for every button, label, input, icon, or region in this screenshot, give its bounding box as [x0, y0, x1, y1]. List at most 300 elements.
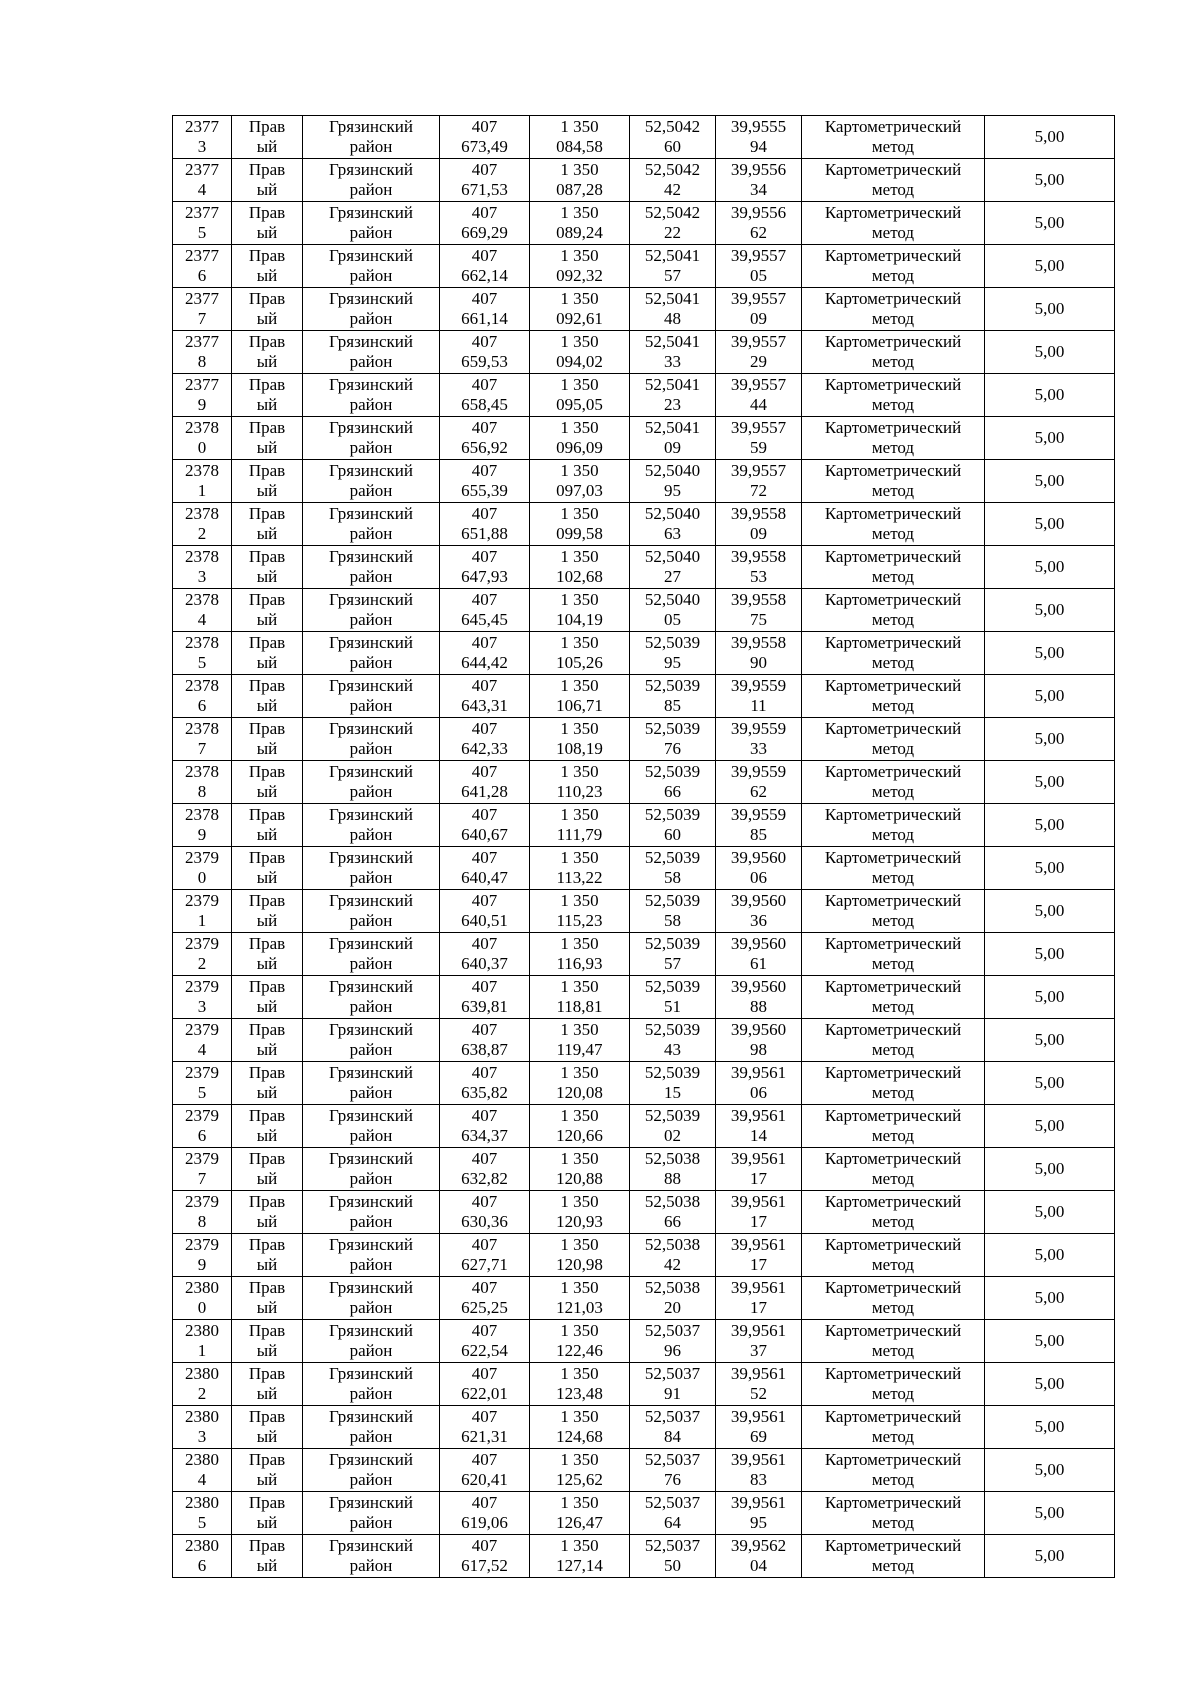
- cell-point-number: [173, 1277, 232, 1320]
- method-line-1: Картометрический: [824, 805, 962, 824]
- point-number-line-2: 7: [197, 739, 207, 758]
- cell-bank: [232, 331, 303, 374]
- cell-latitude: [630, 1535, 716, 1578]
- cell-bank: [232, 546, 303, 589]
- district-line-1: Грязинский: [329, 203, 413, 222]
- x-coord-line-2: 621,31: [461, 1427, 508, 1446]
- y-coord-line-1: 1 350: [560, 504, 599, 523]
- y-coord-line-1: 1 350: [560, 719, 599, 738]
- point-number-line-2: 7: [197, 1169, 207, 1188]
- cell-bank: [232, 1277, 303, 1320]
- point-number-line-1: 2377: [185, 117, 219, 136]
- table-row: [173, 1449, 1115, 1492]
- x-coord-line-2: 640,37: [461, 954, 508, 973]
- bank-line-1: Прав: [248, 805, 286, 824]
- cell-method: [802, 1535, 985, 1578]
- method-line-1: Картометрический: [824, 418, 962, 437]
- bank-line-1: Прав: [248, 762, 286, 781]
- x-coord-line-1: 407: [471, 117, 498, 136]
- point-number-line-1: 2378: [185, 805, 219, 824]
- cell-method: [802, 1191, 985, 1234]
- y-coord-line-2: 092,61: [556, 309, 603, 328]
- cell-method: [802, 1019, 985, 1062]
- cell-method: [802, 890, 985, 933]
- bank-line-1: Прав: [248, 1063, 286, 1082]
- cell-bank: [232, 1234, 303, 1277]
- cell-point-number: [173, 374, 232, 417]
- cell-y-coord: [530, 976, 630, 1019]
- district-line-2: район: [349, 954, 393, 973]
- cell-y-coord: [530, 632, 630, 675]
- cell-district: [303, 288, 440, 331]
- table-row: [173, 1363, 1115, 1406]
- longitude-line-2: 83: [750, 1470, 767, 1489]
- method-line-2: метод: [871, 1470, 915, 1489]
- point-number-line-2: 5: [197, 653, 207, 672]
- point-number-line-2: 8: [197, 352, 207, 371]
- cell-point-number: [173, 202, 232, 245]
- cell-method: [802, 1105, 985, 1148]
- bank-line-1: Прав: [248, 1278, 286, 1297]
- cell-latitude: [630, 1277, 716, 1320]
- cell-accuracy: 5,00: [985, 1449, 1115, 1492]
- cell-x-coord: [440, 1492, 530, 1535]
- point-number-line-1: 2378: [185, 676, 219, 695]
- cell-point-number: [173, 1363, 232, 1406]
- latitude-line-2: 96: [664, 1341, 681, 1360]
- latitude-line-2: 02: [664, 1126, 681, 1145]
- latitude-line-2: 48: [664, 309, 681, 328]
- cell-x-coord: [440, 202, 530, 245]
- district-line-2: район: [349, 395, 393, 414]
- cell-point-number: [173, 159, 232, 202]
- district-line-2: район: [349, 309, 393, 328]
- latitude-line-2: 95: [664, 653, 681, 672]
- cell-method: [802, 632, 985, 675]
- cell-longitude: [716, 1191, 802, 1234]
- table-row: [173, 1019, 1115, 1062]
- x-coord-line-1: 407: [471, 246, 498, 265]
- longitude-line-1: 39,9560: [730, 848, 787, 867]
- y-coord-line-1: 1 350: [560, 1149, 599, 1168]
- method-line-1: Картометрический: [824, 1149, 962, 1168]
- x-coord-line-2: 617,52: [461, 1556, 508, 1575]
- district-line-2: район: [349, 911, 393, 930]
- table-row: [173, 202, 1115, 245]
- bank-line-1: Прав: [248, 504, 286, 523]
- cell-method: [802, 1406, 985, 1449]
- cell-y-coord: [530, 1105, 630, 1148]
- district-line-2: район: [349, 481, 393, 500]
- cell-method: [802, 503, 985, 546]
- cell-bank: [232, 718, 303, 761]
- cell-district: [303, 890, 440, 933]
- district-line-1: Грязинский: [329, 246, 413, 265]
- y-coord-line-1: 1 350: [560, 375, 599, 394]
- cell-x-coord: [440, 503, 530, 546]
- method-line-2: метод: [871, 696, 915, 715]
- table-row: [173, 1148, 1115, 1191]
- method-line-1: Картометрический: [824, 1235, 962, 1254]
- cell-bank: [232, 890, 303, 933]
- cell-longitude: [716, 1363, 802, 1406]
- latitude-line-2: 42: [664, 1255, 681, 1274]
- method-line-1: Картометрический: [824, 1493, 962, 1512]
- point-number-line-2: 9: [197, 1255, 207, 1274]
- table-row: [173, 460, 1115, 503]
- cell-y-coord: [530, 288, 630, 331]
- longitude-line-2: 61: [750, 954, 767, 973]
- method-line-2: метод: [871, 610, 915, 629]
- district-line-1: Грязинский: [329, 633, 413, 652]
- cell-accuracy: 5,00: [985, 718, 1115, 761]
- x-coord-line-2: 669,29: [461, 223, 508, 242]
- latitude-line-1: 52,5039: [644, 719, 701, 738]
- table-row: [173, 374, 1115, 417]
- table-row: [173, 1062, 1115, 1105]
- cell-longitude: [716, 374, 802, 417]
- bank-line-2: ый: [256, 1083, 278, 1102]
- method-line-2: метод: [871, 954, 915, 973]
- district-line-1: Грязинский: [329, 590, 413, 609]
- district-line-2: район: [349, 524, 393, 543]
- point-number-line-2: 1: [197, 1341, 207, 1360]
- district-line-1: Грязинский: [329, 1235, 413, 1254]
- longitude-line-1: 39,9556: [730, 203, 787, 222]
- x-coord-line-1: 407: [471, 719, 498, 738]
- method-line-2: метод: [871, 825, 915, 844]
- cell-longitude: [716, 116, 802, 159]
- cell-latitude: [630, 890, 716, 933]
- cell-latitude: [630, 1406, 716, 1449]
- longitude-line-1: 39,9557: [730, 418, 787, 437]
- bank-line-2: ый: [256, 395, 278, 414]
- table-row: [173, 1105, 1115, 1148]
- district-line-2: район: [349, 997, 393, 1016]
- y-coord-line-1: 1 350: [560, 805, 599, 824]
- y-coord-line-1: 1 350: [560, 934, 599, 953]
- x-coord-line-1: 407: [471, 418, 498, 437]
- cell-x-coord: [440, 1320, 530, 1363]
- cell-point-number: [173, 976, 232, 1019]
- latitude-line-1: 52,5038: [644, 1192, 701, 1211]
- point-number-line-2: 0: [197, 438, 207, 457]
- method-line-1: Картометрический: [824, 762, 962, 781]
- cell-point-number: [173, 1492, 232, 1535]
- bank-line-1: Прав: [248, 590, 286, 609]
- cell-y-coord: [530, 718, 630, 761]
- cell-latitude: [630, 417, 716, 460]
- cell-method: [802, 374, 985, 417]
- cell-latitude: [630, 933, 716, 976]
- cell-accuracy: 5,00: [985, 847, 1115, 890]
- x-coord-line-2: 659,53: [461, 352, 508, 371]
- point-number-line-1: 2380: [185, 1536, 219, 1555]
- method-line-1: Картометрический: [824, 1321, 962, 1340]
- latitude-line-1: 52,5038: [644, 1149, 701, 1168]
- latitude-line-1: 52,5039: [644, 891, 701, 910]
- district-line-1: Грязинский: [329, 891, 413, 910]
- point-number-line-2: 5: [197, 223, 207, 242]
- method-line-1: Картометрический: [824, 891, 962, 910]
- cell-bank: [232, 1363, 303, 1406]
- cell-method: [802, 288, 985, 331]
- y-coord-line-1: 1 350: [560, 590, 599, 609]
- longitude-line-2: 59: [750, 438, 767, 457]
- latitude-line-2: 84: [664, 1427, 681, 1446]
- point-number-line-1: 2379: [185, 1106, 219, 1125]
- cell-bank: [232, 159, 303, 202]
- x-coord-line-1: 407: [471, 891, 498, 910]
- point-number-line-2: 5: [197, 1513, 207, 1532]
- cell-y-coord: [530, 933, 630, 976]
- x-coord-line-2: 647,93: [461, 567, 508, 586]
- cell-district: [303, 159, 440, 202]
- district-line-2: район: [349, 825, 393, 844]
- point-number-line-1: 2379: [185, 1063, 219, 1082]
- cell-latitude: [630, 245, 716, 288]
- latitude-line-1: 52,5037: [644, 1536, 701, 1555]
- point-number-line-2: 4: [197, 1470, 207, 1489]
- x-coord-line-1: 407: [471, 1364, 498, 1383]
- cell-district: [303, 1363, 440, 1406]
- cell-longitude: [716, 1019, 802, 1062]
- table-row: [173, 847, 1115, 890]
- cell-x-coord: [440, 1535, 530, 1578]
- table-row: [173, 632, 1115, 675]
- table-row: [173, 675, 1115, 718]
- bank-line-1: Прав: [248, 1020, 286, 1039]
- cell-x-coord: [440, 589, 530, 632]
- cell-district: [303, 804, 440, 847]
- cell-point-number: [173, 804, 232, 847]
- bank-line-2: ый: [256, 610, 278, 629]
- cell-district: [303, 1148, 440, 1191]
- longitude-line-1: 39,9560: [730, 1020, 787, 1039]
- latitude-line-1: 52,5037: [644, 1493, 701, 1512]
- x-coord-line-1: 407: [471, 633, 498, 652]
- cell-longitude: [716, 1406, 802, 1449]
- bank-line-2: ый: [256, 1169, 278, 1188]
- latitude-line-2: 50: [664, 1556, 681, 1575]
- y-coord-line-2: 118,81: [556, 997, 603, 1016]
- latitude-line-1: 52,5042: [644, 160, 701, 179]
- cell-district: [303, 589, 440, 632]
- cell-point-number: [173, 675, 232, 718]
- latitude-line-2: 76: [664, 739, 681, 758]
- table-row: [173, 1234, 1115, 1277]
- cell-x-coord: [440, 675, 530, 718]
- cell-method: [802, 417, 985, 460]
- method-line-2: метод: [871, 1212, 915, 1231]
- cell-x-coord: [440, 1191, 530, 1234]
- cell-method: [802, 933, 985, 976]
- table-row: [173, 1277, 1115, 1320]
- y-coord-line-2: 108,19: [556, 739, 603, 758]
- cell-longitude: [716, 460, 802, 503]
- longitude-line-1: 39,9561: [730, 1407, 787, 1426]
- cell-longitude: [716, 976, 802, 1019]
- point-number-line-1: 2379: [185, 1192, 219, 1211]
- method-line-2: метод: [871, 1255, 915, 1274]
- cell-method: [802, 761, 985, 804]
- cell-longitude: [716, 933, 802, 976]
- y-coord-line-1: 1 350: [560, 289, 599, 308]
- point-number-line-2: 2: [197, 524, 207, 543]
- cell-method: [802, 804, 985, 847]
- cell-bank: [232, 417, 303, 460]
- cell-district: [303, 718, 440, 761]
- x-coord-line-1: 407: [471, 504, 498, 523]
- y-coord-line-1: 1 350: [560, 246, 599, 265]
- longitude-line-1: 39,9561: [730, 1450, 787, 1469]
- cell-latitude: [630, 1363, 716, 1406]
- cell-longitude: [716, 1320, 802, 1363]
- longitude-line-2: 09: [750, 309, 767, 328]
- x-coord-line-1: 407: [471, 977, 498, 996]
- latitude-line-1: 52,5042: [644, 117, 701, 136]
- district-line-1: Грязинский: [329, 117, 413, 136]
- cell-bank: [232, 116, 303, 159]
- district-line-1: Грязинский: [329, 977, 413, 996]
- longitude-line-1: 39,9561: [730, 1235, 787, 1254]
- latitude-line-1: 52,5037: [644, 1364, 701, 1383]
- latitude-line-1: 52,5040: [644, 590, 701, 609]
- latitude-line-2: 33: [664, 352, 681, 371]
- latitude-line-1: 52,5039: [644, 762, 701, 781]
- y-coord-line-2: 120,66: [556, 1126, 603, 1145]
- bank-line-2: ый: [256, 1384, 278, 1403]
- longitude-line-1: 39,9559: [730, 719, 787, 738]
- bank-line-2: ый: [256, 524, 278, 543]
- cell-point-number: [173, 761, 232, 804]
- latitude-line-1: 52,5040: [644, 461, 701, 480]
- bank-line-2: ый: [256, 180, 278, 199]
- longitude-line-1: 39,9557: [730, 246, 787, 265]
- latitude-line-2: 23: [664, 395, 681, 414]
- latitude-line-1: 52,5039: [644, 977, 701, 996]
- method-line-1: Картометрический: [824, 934, 962, 953]
- cell-y-coord: [530, 245, 630, 288]
- latitude-line-2: 91: [664, 1384, 681, 1403]
- table-row: [173, 1191, 1115, 1234]
- cell-bank: [232, 1535, 303, 1578]
- longitude-line-1: 39,9557: [730, 461, 787, 480]
- point-number-line-2: 1: [197, 481, 207, 500]
- cell-bank: [232, 933, 303, 976]
- point-number-line-1: 2378: [185, 418, 219, 437]
- cell-y-coord: [530, 159, 630, 202]
- x-coord-line-2: 655,39: [461, 481, 508, 500]
- y-coord-line-2: 125,62: [556, 1470, 603, 1489]
- cell-district: [303, 1105, 440, 1148]
- method-line-1: Картометрический: [824, 848, 962, 867]
- longitude-line-1: 39,9558: [730, 504, 787, 523]
- longitude-line-1: 39,9560: [730, 934, 787, 953]
- latitude-line-1: 52,5037: [644, 1450, 701, 1469]
- cell-latitude: [630, 1148, 716, 1191]
- point-number-line-1: 2380: [185, 1278, 219, 1297]
- y-coord-line-1: 1 350: [560, 1493, 599, 1512]
- bank-line-2: ый: [256, 1427, 278, 1446]
- method-line-2: метод: [871, 180, 915, 199]
- district-line-2: район: [349, 266, 393, 285]
- cell-point-number: [173, 933, 232, 976]
- method-line-2: метод: [871, 223, 915, 242]
- y-coord-line-2: 095,05: [556, 395, 603, 414]
- y-coord-line-2: 127,14: [556, 1556, 603, 1575]
- district-line-2: район: [349, 696, 393, 715]
- bank-line-1: Прав: [248, 547, 286, 566]
- cell-bank: [232, 589, 303, 632]
- longitude-line-1: 39,9559: [730, 805, 787, 824]
- method-line-2: метод: [871, 352, 915, 371]
- longitude-line-2: 88: [750, 997, 767, 1016]
- point-number-line-1: 2378: [185, 547, 219, 566]
- latitude-line-1: 52,5039: [644, 1020, 701, 1039]
- latitude-line-1: 52,5041: [644, 332, 701, 351]
- longitude-line-1: 39,9562: [730, 1536, 787, 1555]
- cell-accuracy: 5,00: [985, 460, 1115, 503]
- method-line-2: метод: [871, 395, 915, 414]
- method-line-2: метод: [871, 137, 915, 156]
- method-line-1: Картометрический: [824, 160, 962, 179]
- cell-method: [802, 589, 985, 632]
- cell-x-coord: [440, 288, 530, 331]
- latitude-line-1: 52,5039: [644, 934, 701, 953]
- cell-bank: [232, 1062, 303, 1105]
- method-line-2: метод: [871, 911, 915, 930]
- y-coord-line-1: 1 350: [560, 977, 599, 996]
- cell-longitude: [716, 503, 802, 546]
- district-line-1: Грязинский: [329, 418, 413, 437]
- point-number-line-1: 2378: [185, 762, 219, 781]
- cell-method: [802, 718, 985, 761]
- longitude-line-2: 11: [750, 696, 767, 715]
- cell-y-coord: [530, 460, 630, 503]
- district-line-2: район: [349, 1083, 393, 1102]
- cell-point-number: [173, 632, 232, 675]
- cell-method: [802, 1148, 985, 1191]
- latitude-line-1: 52,5037: [644, 1321, 701, 1340]
- cell-method: [802, 1234, 985, 1277]
- latitude-line-1: 52,5041: [644, 375, 701, 394]
- latitude-line-1: 52,5039: [644, 848, 701, 867]
- cell-x-coord: [440, 331, 530, 374]
- cell-accuracy: 5,00: [985, 116, 1115, 159]
- cell-y-coord: [530, 1406, 630, 1449]
- bank-line-1: Прав: [248, 934, 286, 953]
- bank-line-1: Прав: [248, 676, 286, 695]
- cell-longitude: [716, 632, 802, 675]
- method-line-1: Картометрический: [824, 1364, 962, 1383]
- cell-method: [802, 1449, 985, 1492]
- method-line-1: Картометрический: [824, 461, 962, 480]
- method-line-2: метод: [871, 1513, 915, 1532]
- cell-x-coord: [440, 1234, 530, 1277]
- district-line-2: район: [349, 352, 393, 371]
- cell-y-coord: [530, 761, 630, 804]
- point-number-line-2: 4: [197, 610, 207, 629]
- cell-accuracy: 5,00: [985, 589, 1115, 632]
- x-coord-line-2: 620,41: [461, 1470, 508, 1489]
- longitude-line-1: 39,9556: [730, 160, 787, 179]
- method-line-1: Картометрический: [824, 1278, 962, 1297]
- cell-longitude: [716, 1535, 802, 1578]
- method-line-2: метод: [871, 653, 915, 672]
- latitude-line-2: 51: [664, 997, 681, 1016]
- point-number-line-1: 2377: [185, 246, 219, 265]
